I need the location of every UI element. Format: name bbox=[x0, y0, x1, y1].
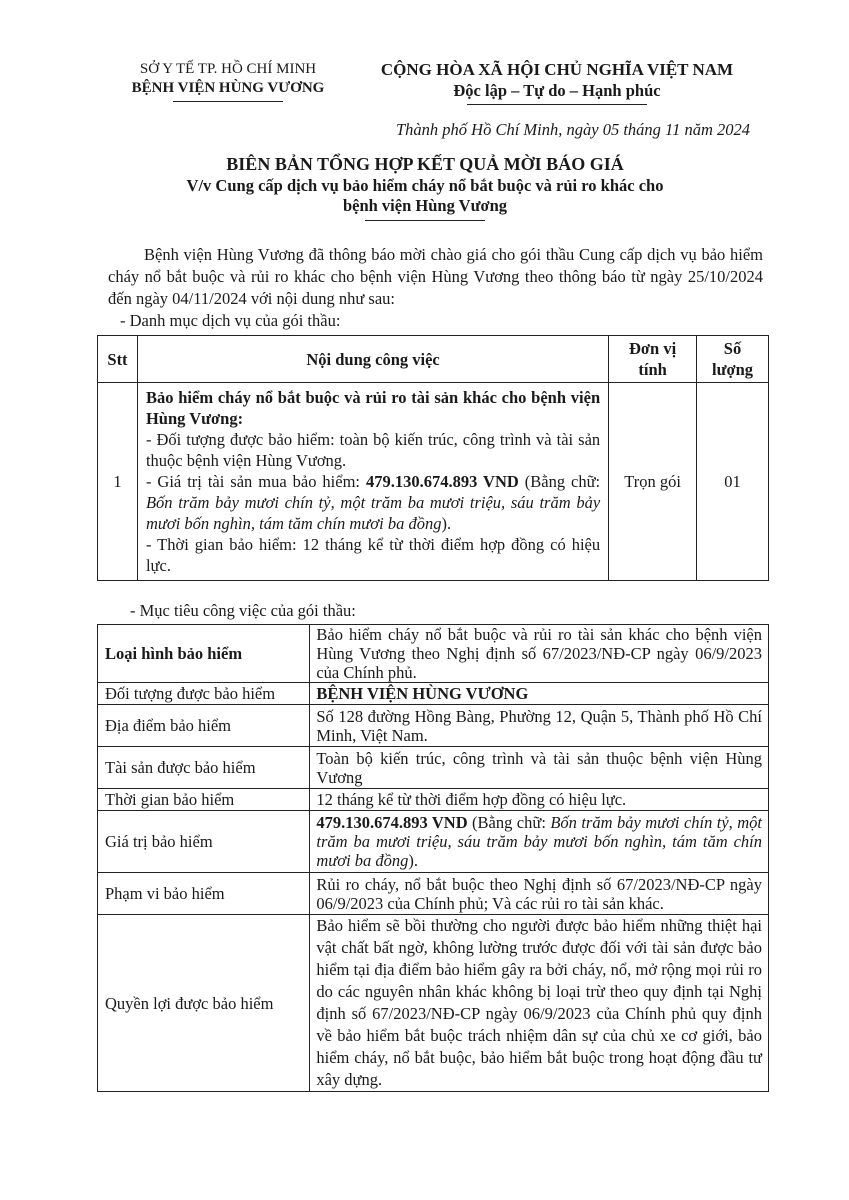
service-table bbox=[97, 335, 769, 581]
table-row bbox=[98, 683, 769, 705]
row-label: Tài sản được bảo hiểm bbox=[98, 747, 310, 789]
item-line-insured-value bbox=[146, 471, 600, 534]
service-table-header bbox=[98, 336, 769, 383]
header-unit: Đơn vị tính bbox=[609, 336, 697, 383]
item-line-duration: - Thời gian bảo hiểm: 12 tháng kể từ thời điểm hợp đồng có hiệu lực. bbox=[145, 535, 601, 575]
item-line-insured-object: - Đối tượng được bảo hiểm: toàn bộ kiến trúc, công trình và tài sản thuộc bệnh viện Hùng Vương. bbox=[145, 430, 601, 470]
table-row bbox=[98, 873, 769, 915]
table-row bbox=[98, 789, 769, 811]
national-title: CỘNG HÒA XÃ HỘI CHỦ NGHĨA VIỆT NAM bbox=[380, 60, 734, 79]
header-qty: Số lượng bbox=[697, 336, 769, 383]
document-subject-line1: V/v Cung cấp dịch vụ bảo hiểm cháy nổ bắt buộc và rủi ro khác cho bbox=[186, 176, 664, 195]
intro-section bbox=[108, 244, 763, 332]
objective-table bbox=[97, 624, 769, 1092]
value-mid: (Bằng chữ: bbox=[518, 472, 601, 491]
row-value: 12 tháng kể từ thời điểm hợp đồng có hiệu lực. bbox=[310, 789, 769, 811]
value-prefix: - Giá trị tài sản mua bảo hiểm: bbox=[145, 472, 366, 491]
header-content: Nội dung công việc bbox=[137, 336, 608, 383]
row-label: Phạm vi bảo hiểm bbox=[98, 873, 310, 915]
date-line: Thành phố Hồ Chí Minh, ngày 05 tháng 11 năm 2024 bbox=[396, 120, 750, 139]
row-label: Địa điểm bảo hiểm bbox=[98, 705, 310, 747]
agency-name: BỆNH VIỆN HÙNG VƯƠNG bbox=[131, 80, 325, 96]
table-row bbox=[98, 705, 769, 747]
national-motto: Độc lập – Tự do – Hạnh phúc bbox=[453, 81, 661, 100]
row-value: Số 128 đường Hồng Bàng, Phường 12, Quận 5, Thành phố Hồ Chí Minh, Việt Nam. bbox=[310, 705, 769, 747]
objective-heading: - Mục tiêu công việc của gói thầu: bbox=[130, 601, 356, 620]
service-list-heading: - Danh mục dịch vụ của gói thầu: bbox=[120, 311, 341, 330]
agency-underline bbox=[173, 101, 283, 102]
item-title: Bảo hiểm cháy nổ bắt buộc và rủi ro tài sản khác cho bệnh viện Hùng Vương: bbox=[145, 388, 601, 428]
row-value: Toàn bộ kiến trúc, công trình và tài sản thuộc bệnh viện Hùng Vương bbox=[310, 747, 769, 789]
table-row bbox=[98, 915, 769, 1092]
row-qty: 01 bbox=[697, 383, 769, 581]
value-words: Bốn trăm bảy mươi chín tỷ, một trăm ba mươi triệu, sáu trăm bảy mươi bốn nghìn, tám tăm chín mươi ba đồng bbox=[145, 493, 601, 533]
value-end: ). bbox=[408, 851, 419, 870]
title-underline bbox=[365, 220, 485, 221]
table-row bbox=[98, 811, 769, 873]
header-stt: Stt bbox=[98, 336, 138, 383]
row-stt: 1 bbox=[98, 383, 138, 581]
row-label: Giá trị bảo hiểm bbox=[98, 811, 310, 873]
national-header bbox=[352, 59, 762, 105]
document-title: BIÊN BẢN TỔNG HỢP KẾT QUẢ MỜI BÁO GIÁ bbox=[226, 154, 624, 174]
row-value: Bảo hiểm sẽ bồi thường cho người được bảo hiểm những thiệt hại vật chất bất ngờ, không lường trước được đối với tài sản được bảo hiểm tại địa điểm bảo hiểm gây ra bởi cháy, nổ, mở rộng mọi rủi ro do các nguyên nhân khác không bị loại trừ theo quy định tại Nghị định số 67/2023/NĐ-CP ngày 06/9/2023 của Chính phủ quy định về bảo hiểm bắt buộc trách nhiệm dân sự của chủ xe cơ giới, bảo hiểm cháy, nổ bắt buộc, bảo hiểm bắt buộc trong hoạt động đầu tư xây dựng. bbox=[310, 915, 769, 1092]
row-unit: Trọn gói bbox=[609, 383, 697, 581]
value-end: ). bbox=[441, 514, 452, 533]
row-value bbox=[310, 811, 769, 873]
document-title-block bbox=[100, 152, 750, 221]
value-amount: 479.130.674.893 VND bbox=[316, 813, 468, 832]
row-value: BỆNH VIỆN HÙNG VƯƠNG bbox=[310, 683, 769, 705]
row-label: Thời gian bảo hiểm bbox=[98, 789, 310, 811]
intro-paragraph: Bệnh viện Hùng Vương đã thông báo mời chào giá cho gói thầu Cung cấp dịch vụ bảo hiểm cháy nổ bắt buộc và rủi ro khác cho bệnh viện Hùng Vương theo thông báo từ ngày 25/10/2024 đến ngày 04/11/2024 với nội dung như sau: bbox=[108, 245, 763, 308]
table-row bbox=[98, 625, 769, 683]
row-label: Đối tượng được bảo hiểm bbox=[98, 683, 310, 705]
row-content bbox=[137, 383, 608, 581]
table-row bbox=[98, 747, 769, 789]
agency-parent: SỞ Y TẾ TP. HỒ CHÍ MINH bbox=[139, 61, 317, 77]
agency-header bbox=[108, 60, 348, 102]
value-words: Bốn trăm bảy mươi chín tỷ, một trăm ba mươi triệu, sáu trăm bảy mươi bốn nghìn, tám tăm chín mươi ba đồng bbox=[316, 813, 762, 870]
value-amount: 479.130.674.893 VND bbox=[365, 472, 519, 491]
document-subject-line2: bệnh viện Hùng Vương bbox=[342, 196, 508, 215]
motto-underline bbox=[467, 104, 647, 105]
row-value: Bảo hiểm cháy nổ bắt buộc và rủi ro tài sản khác cho bệnh viện Hùng Vương theo Nghị định số 67/2023/NĐ-CP ngày 06/9/2023 của Chính phủ. bbox=[310, 625, 769, 683]
row-label: Loại hình bảo hiểm bbox=[98, 625, 310, 683]
table-row bbox=[98, 383, 769, 581]
value-mid: (Bằng chữ: bbox=[467, 813, 551, 832]
row-label: Quyền lợi được bảo hiểm bbox=[98, 915, 310, 1092]
row-value: Rủi ro cháy, nổ bắt buộc theo Nghị định số 67/2023/NĐ-CP ngày 06/9/2023 của Chính phủ; Và các rủi ro tài sản khác. bbox=[310, 873, 769, 915]
